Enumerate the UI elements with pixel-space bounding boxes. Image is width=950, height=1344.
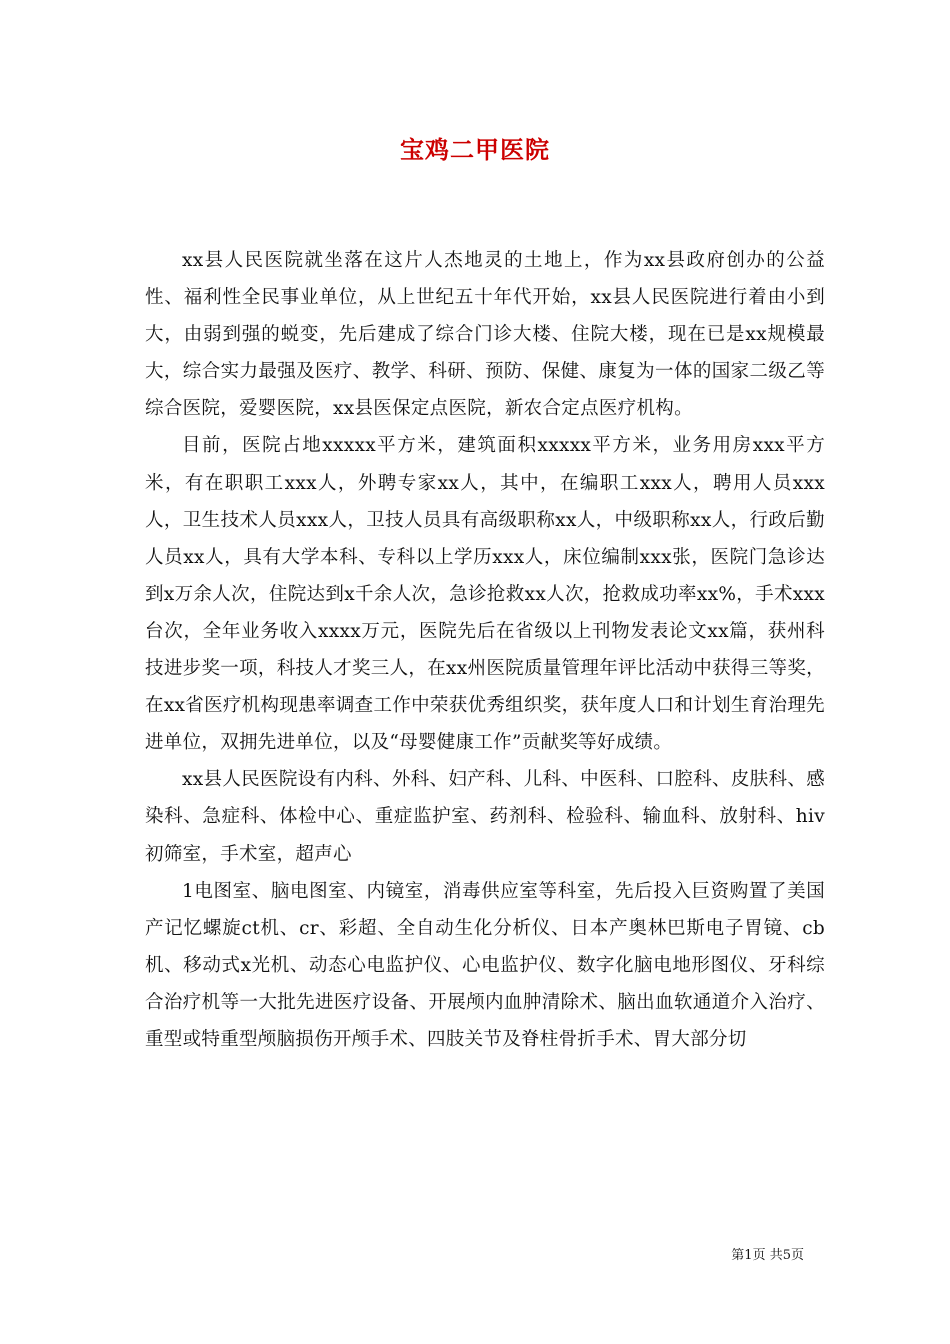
page-middle: 页 共 xyxy=(752,1248,783,1263)
page-title: 宝鸡二甲医院 xyxy=(400,135,550,164)
total-pages-number: 5 xyxy=(782,1248,791,1263)
paragraph-equipment: 1电图室、脑电图室、内镜室，消毒供应室等科室，先后投入巨资购置了美国产记忆螺旋ct机、cr、彩超、全自动生化分析仪、日本产奥林巴斯电子胃镜、cb机、移动式x光机、动态心电监护仪、心电监护仪、数字化脑电地形图仪、牙科综合治疗机等一大批先进医疗设备、开展颅内血肿清除术、脑出血软通道介入治疗、重型或特重型颅脑损伤开颅手术、四肢关节及脊柱骨折手术、胃大部分切 xyxy=(145,880,825,1050)
page-suffix: 页 xyxy=(790,1248,804,1263)
current-page-number: 1 xyxy=(744,1248,753,1263)
paragraph-intro: xx县人民医院就坐落在这片人杰地灵的土地上，作为xx县政府创办的公益性、福利性全民事业单位，从上世纪五十年代开始，xx县人民医院进行着由小到大，由弱到强的蜕变，先后建成了综合门诊大楼、住院大楼，现在已是xx规模最大，综合实力最强及医疗、教学、科研、预防、保健、康复为一体的国家二级乙等综合医院，爱婴医院，xx县医保定点医院，新农合定点医疗机构。 xyxy=(145,250,825,420)
paragraph-statistics: 目前，医院占地xxxxx平方米，建筑面积xxxxx平方米，业务用房xxx平方米，有在职职工xxx人，外聘专家xx人，其中，在编职工xxx人，聘用人员xxx人，卫生技术人员xxx人，卫技人员具有高级职称xx人，中级职称xx人，行政后勤人员xx人，具有大学本科、专科以上学历xxx人，床位编制xxx张，医院门急诊达到x万余人次，住院达到x千余人次，急诊抢救xx人次，抢救成功率xx%，手术xxx台次，全年业务收入xxxx万元，医院先后在省级以上刊物发表论文xx篇，获州科技进步奖一项，科技人才奖三人，在xx州医院质量管理年评比活动中获得三等奖，在xx省医疗机构现患率调查工作中荣获优秀组织奖，获年度人口和计划生育治理先进单位，双拥先进单位，以及“母婴健康工作”贡献奖等好成绩。 xyxy=(145,435,825,754)
document-body xyxy=(145,242,825,1058)
page-prefix: 第 xyxy=(731,1248,745,1263)
page-footer xyxy=(731,1247,804,1265)
paragraph-departments: xx县人民医院设有内科、外科、妇产科、儿科、中医科、口腔科、皮肤科、感染科、急症科、体检中心、重症监护室、药剂科、检验科、输血科、放射科、hiv初筛室，手术室，超声心 xyxy=(145,769,825,865)
